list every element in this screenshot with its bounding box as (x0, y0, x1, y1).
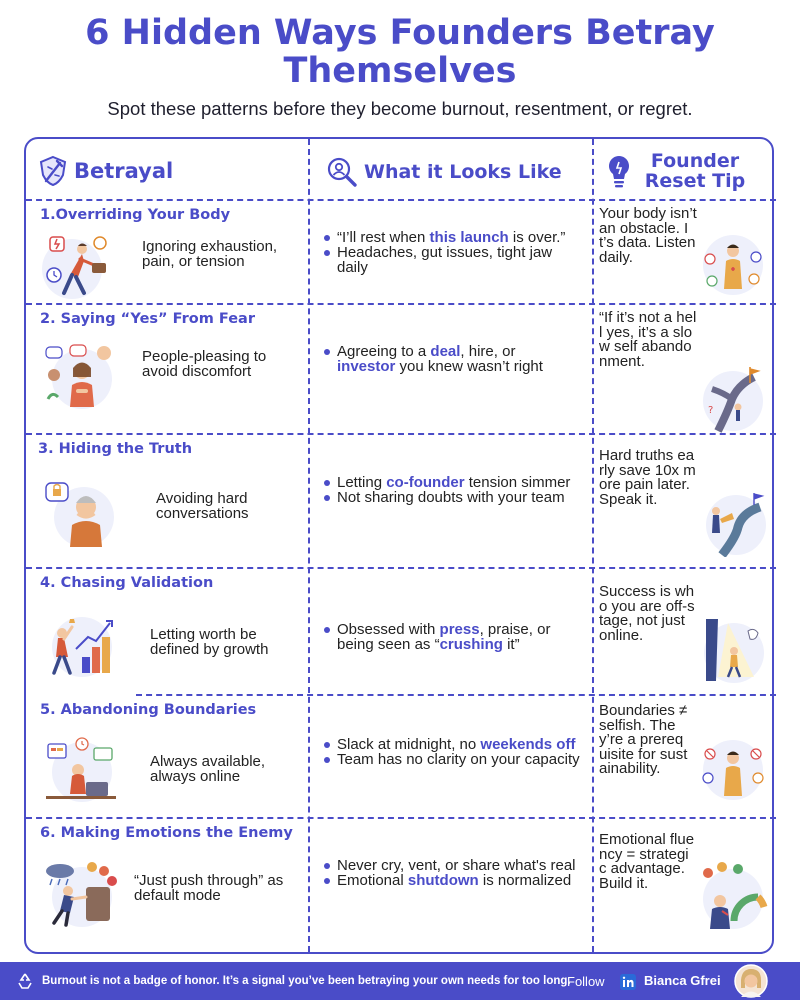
table-row (26, 698, 776, 816)
looks-text: is over.” (508, 229, 566, 246)
reset-tip: Hard truths early save 10x more pain later. Speak it. (599, 447, 696, 508)
body-awareness-illustration (698, 229, 768, 299)
avatar (734, 964, 768, 998)
looks-list (321, 622, 583, 652)
looks-item (321, 622, 583, 652)
looks-list (321, 230, 583, 275)
always-online-illustration (42, 734, 120, 804)
looks-item (321, 858, 583, 873)
reset-tip: Emotional fluency = strategic advantage. Build it. (599, 831, 695, 892)
looks-item (321, 245, 583, 275)
emotion-gauge-illustration (698, 861, 768, 931)
footer-bar (0, 962, 800, 1000)
looks-text: Emotional (337, 872, 408, 889)
looks-text: you knew wasn’t right (395, 358, 543, 375)
looks-highlight: co-founder (386, 474, 465, 491)
looks-text: Headaches, gut issues, tight jaw daily (337, 244, 553, 276)
looks-highlight: this launch (429, 229, 509, 246)
looks-item (321, 475, 583, 490)
looks-item (321, 230, 583, 245)
betrayal-description: Letting worth be defined by growth (150, 626, 269, 658)
looks-text: Slack at midnight, no (337, 736, 481, 753)
looks-highlight: deal (430, 343, 461, 360)
table-row (26, 821, 776, 953)
header-looks (326, 156, 562, 188)
stressed-person-illustration (42, 231, 120, 301)
follow-label: Follow (567, 974, 605, 989)
looks-text: Obsessed with (337, 621, 440, 638)
speaking-path-illustration (698, 487, 768, 557)
row-title-text: Abandoning Boundaries (60, 702, 257, 718)
pushing-through-illustration (42, 859, 120, 929)
header-betrayal-label: Betrayal (74, 159, 174, 183)
looks-item (321, 344, 583, 374)
row-title-text: Overriding Your Body (55, 207, 231, 223)
looks-text: is normalized (478, 872, 572, 889)
looks-text: tension simmer (464, 474, 571, 491)
row-number: 4. (40, 575, 56, 591)
lightbulb-icon (604, 153, 634, 189)
betrayal-description: “Just push through” as default mode (134, 872, 284, 904)
looks-text: Never cry, vent, or share what's real (337, 857, 576, 874)
footer-message: Burnout is not a badge of honor. It’s a signal you’ve been betraying your own needs for too long. (42, 975, 571, 987)
reset-tip: “If it’s not a hell yes, it’s a slow self abandonment. (599, 309, 697, 370)
row-divider (26, 817, 776, 819)
looks-text: Letting (337, 474, 387, 491)
looks-highlight: crushing (439, 636, 503, 653)
looks-list (321, 858, 583, 888)
looks-list (321, 737, 583, 767)
row-title (40, 311, 255, 327)
page-title: 6 Hidden Ways Founders Betray Themselves (85, 13, 715, 91)
table-row (26, 437, 776, 565)
table-row (26, 571, 776, 693)
row-divider (26, 567, 776, 569)
betrayal-description: Always available, always online (150, 753, 266, 785)
row-divider (26, 433, 776, 435)
row-title-text: Hiding the Truth (58, 441, 193, 457)
row-title (40, 575, 213, 591)
row-number: 5. (40, 702, 56, 718)
hiding-truth-illustration (42, 479, 120, 549)
looks-item (321, 490, 583, 505)
looks-text: Not sharing doubts with your team (337, 489, 565, 506)
spotlight-stage-illustration (698, 615, 768, 685)
magnifier-person-icon (326, 156, 358, 188)
shield-dagger-icon (38, 155, 68, 187)
header-tip (604, 151, 750, 191)
row-title-text: Chasing Validation (60, 575, 214, 591)
row-divider (26, 303, 776, 305)
looks-text: Team has no clarity on your capacity (337, 751, 580, 768)
looks-text: it” (502, 636, 520, 653)
reset-tip: Boundaries ≠ selfish. They’re a prerequisite for sustainability. (599, 702, 688, 777)
row-title (40, 825, 293, 841)
looks-highlight: shutdown (407, 872, 479, 889)
betrayal-description: Avoiding hard conversations (156, 490, 249, 522)
row-number: 6. (40, 825, 56, 841)
row-title (38, 441, 192, 457)
reset-tip: Success is who you are off-stage, not just online. (599, 583, 695, 644)
svg-text:?: ? (708, 405, 714, 416)
table-row (26, 203, 776, 301)
header-betrayal (38, 155, 173, 187)
looks-text: , hire, or (460, 343, 516, 360)
author-name[interactable]: Bianca Gfrei (644, 973, 721, 988)
row-number: 2. (40, 311, 56, 327)
looks-highlight: investor (337, 358, 396, 375)
looks-text: “I’ll rest when (337, 229, 430, 246)
recycle-icon (16, 972, 34, 990)
crossroads-illustration (698, 363, 768, 433)
reset-tip: Your body isn’t an obstacle. It’s data. Listen daily. (599, 205, 697, 266)
people-pleasing-illustration (42, 341, 120, 411)
betrayal-table (24, 137, 774, 954)
row-divider (26, 199, 776, 201)
boundaries-illustration (698, 734, 768, 804)
header-looks-label: What it Looks Like (364, 161, 562, 183)
page-subtitle: Spot these patterns before they become burnout, resentment, or regret. (107, 98, 693, 119)
row-number: 3. (38, 441, 54, 457)
table-row (26, 307, 776, 431)
looks-text: Agreeing to a (337, 343, 431, 360)
looks-item (321, 737, 583, 752)
looks-list (321, 475, 583, 505)
row-title (40, 702, 256, 718)
header-tip-label: Founder Reset Tip (644, 150, 746, 192)
row-number: 1. (40, 207, 56, 223)
looks-item (321, 873, 583, 888)
growth-chart-illustration (42, 609, 120, 679)
looks-highlight: weekends off (480, 736, 576, 753)
row-divider (136, 694, 776, 696)
row-title (40, 207, 230, 223)
looks-highlight: press (439, 621, 480, 638)
looks-list (321, 344, 583, 374)
row-title-text: Saying “Yes” From Fear (60, 311, 255, 327)
betrayal-description: People-pleasing to avoid discomfort (142, 348, 267, 380)
linkedin-icon[interactable] (620, 974, 636, 990)
betrayal-description: Ignoring exhaustion, pain, or tension (142, 238, 278, 270)
looks-text: , praise, or being seen as “ (337, 621, 551, 653)
row-title-text: Making Emotions the Enemy (60, 825, 293, 841)
looks-item (321, 752, 583, 767)
